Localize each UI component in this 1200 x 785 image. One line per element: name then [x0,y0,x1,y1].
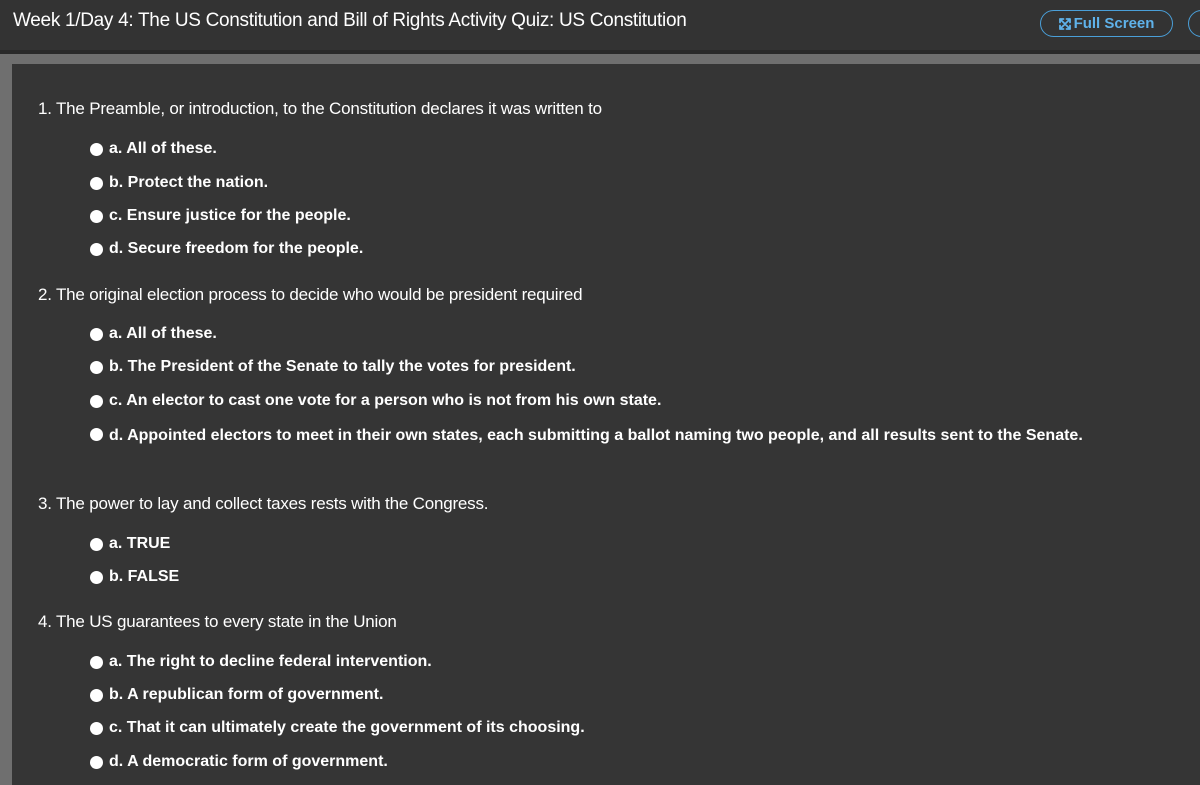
q1-option-b[interactable] [90,174,268,192]
q1-option-c[interactable] [90,207,351,225]
option-label: c. An elector to cast one vote for a person who is not from his own state. [109,392,662,409]
content-left-border [0,54,12,785]
q2-option-b[interactable] [90,358,576,376]
radio-icon[interactable] [90,656,103,669]
option-label: c. Ensure justice for the people. [109,207,351,224]
question-1-text: 1. The Preamble, or introduction, to the Constitution declares it was written to [38,99,602,118]
option-label: a. All of these. [109,325,217,342]
radio-icon[interactable] [90,243,103,256]
option-label: d. Secure freedom for the people. [109,240,364,257]
radio-icon[interactable] [90,361,103,374]
question-4-text: 4. The US guarantees to every state in the Union [38,612,397,631]
option-label: b. A republican form of government. [109,686,384,703]
content-top-border [0,54,1200,64]
q3-option-b[interactable] [90,568,179,586]
question-3-text: 3. The power to lay and collect taxes rests with the Congress. [38,494,489,513]
option-label: b. Protect the nation. [109,174,269,191]
question-2-text: 2. The original election process to decide who would be president required [38,285,583,304]
radio-icon[interactable] [90,428,103,441]
option-label: d. A democratic form of government. [109,753,388,770]
toolbar-button-partial[interactable] [1188,10,1200,37]
radio-icon[interactable] [90,210,103,223]
q4-option-b[interactable] [90,686,383,704]
option-label: a. All of these. [109,140,217,157]
q2-option-c[interactable] [90,392,661,410]
radio-icon[interactable] [90,722,103,735]
option-label: a. TRUE [109,535,171,552]
option-label: a. The right to decline federal intervention. [109,653,432,670]
q2-option-a[interactable] [90,325,217,343]
q2-option-d[interactable] [86,423,1166,448]
q3-option-a[interactable] [90,535,170,553]
q1-option-a[interactable] [90,140,217,158]
option-label: c. That it can ultimately create the government of its choosing. [109,719,585,736]
full-screen-label: Full Screen [1073,15,1155,32]
option-label: b. FALSE [109,568,180,585]
q4-option-c[interactable] [90,719,585,737]
radio-icon[interactable] [90,395,103,408]
full-screen-button[interactable] [1040,10,1173,37]
radio-icon[interactable] [90,143,103,156]
option-label: d. Appointed electors to meet in their own states, each submitting a ballot naming two people, and all results sent to the Senate. [109,427,1083,444]
q1-option-d[interactable] [90,240,363,258]
radio-icon[interactable] [90,689,103,702]
q4-option-d[interactable] [90,753,388,771]
radio-icon[interactable] [90,538,103,551]
radio-icon[interactable] [90,756,103,769]
radio-icon[interactable] [90,571,103,584]
radio-icon[interactable] [90,177,103,190]
option-label: b. The President of the Senate to tally the votes for president. [109,358,576,375]
page-title: Week 1/Day 4: The US Constitution and Bill of Rights Activity Quiz: US Constitution [13,10,687,31]
expand-icon [1059,18,1071,30]
q4-option-a[interactable] [90,653,432,671]
quiz-header [0,0,1200,50]
radio-icon[interactable] [90,328,103,341]
